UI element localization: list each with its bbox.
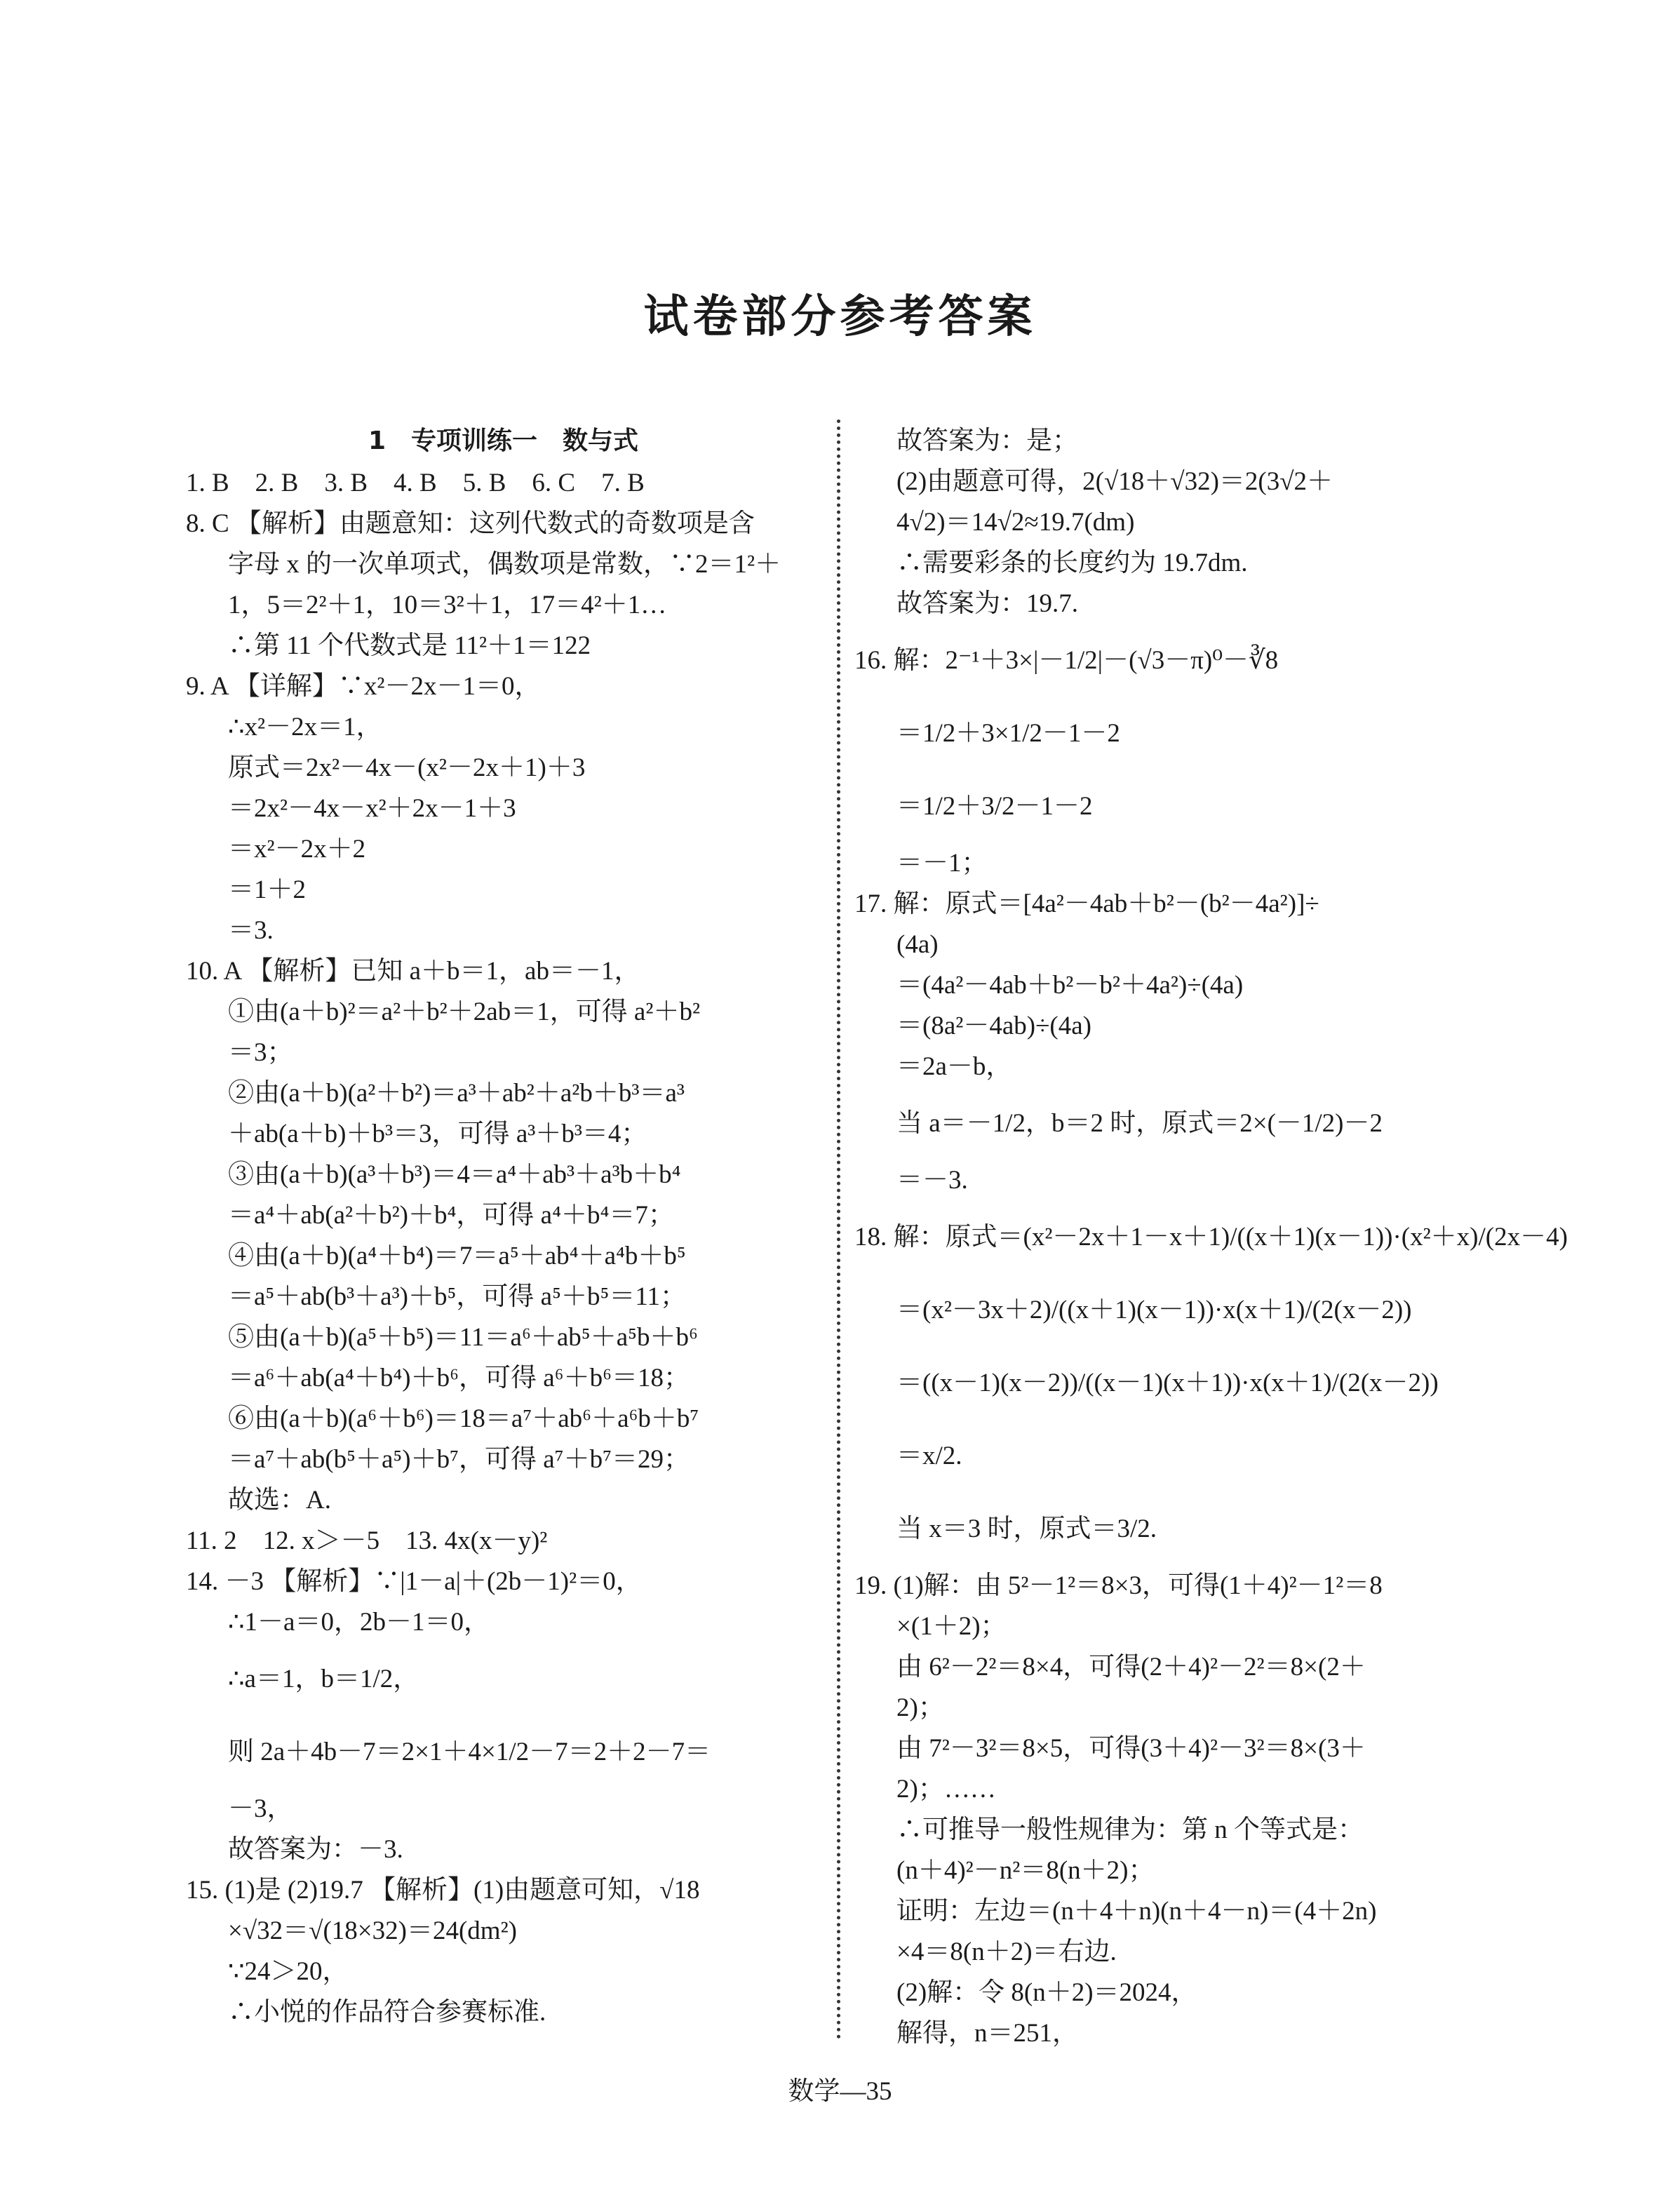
answer-line: 14. －3 【解析】∵|1－a|＋(2b－1)²＝0， [186, 1567, 642, 1596]
answer-line: ∴需要彩条的长度约为 19.7dm. [896, 549, 1248, 577]
answer-line: ＝a⁶＋ab(a⁴＋b⁴)＋b⁶，可得 a⁶＋b⁶＝18； [228, 1364, 690, 1392]
answer-line: (n＋4)²－n²＝8(n＋2)； [896, 1856, 1155, 1885]
answer-line: 故选：A. [228, 1486, 331, 1515]
answer-line: ＝3； [228, 1038, 293, 1067]
answer-line: 故答案为：－3. [228, 1835, 403, 1864]
answer-line: ②由(a＋b)(a²＋b²)＝a³＋ab²＋a²b＋b³＝a³ [228, 1079, 685, 1108]
answer-line: 2)； [896, 1693, 944, 1722]
answer-line: ＝1＋2 [228, 875, 306, 904]
answer-line: ④由(a＋b)(a⁴＋b⁴)＝7＝a⁵＋ab⁴＋a⁴b＋b⁵ [228, 1242, 686, 1270]
answer-line: 证明：左边＝(n＋4＋n)(n＋4－n)＝(4＋2n) [896, 1897, 1377, 1926]
answer-line: ＝2x²－4x－x²＋2x－1＋3 [228, 794, 516, 823]
answer-line: ＋ab(a＋b)＋b³＝3，可得 a³＋b³＝4； [228, 1120, 647, 1148]
page-number: 数学—35 [788, 2077, 892, 2106]
answer-line: ∴x²－2x＝1， [228, 713, 382, 741]
answer-line: ＝a⁴＋ab(a²＋b²)＋b⁴，可得 a⁴＋b⁴＝7； [228, 1201, 674, 1230]
answer-line: ∴第 11 个代数式是 11²＋1＝122 [228, 631, 591, 660]
answer-line: ③由(a＋b)(a³＋b³)＝4＝a⁴＋ab³＋a³b＋b⁴ [228, 1160, 681, 1189]
answer-line: ＝－3. [896, 1166, 968, 1195]
column-divider [837, 419, 840, 2040]
answer-line: (4a) [896, 930, 939, 959]
answer-line: 2)；…… [896, 1775, 996, 1804]
answer-line: 当 x＝3 时，原式＝3/2. [896, 1515, 1157, 1543]
answer-line: (2)解：令 8(n＋2)＝2024， [896, 1978, 1197, 2007]
answer-line: 18. 解：原式＝(x²－2x＋1－x＋1)/((x＋1)(x－1))·(x²＋x)/(2x－4) [854, 1223, 1568, 1251]
answer-line: 11. 2 12. x＞－5 13. 4x(x－y)² [186, 1526, 548, 1555]
answer-line: 15. (1)是 (2)19.7 【解析】(1)由题意可知，√18 [186, 1876, 700, 1905]
answer-line: 原式＝2x²－4x－(x²－2x＋1)＋3 [228, 753, 586, 782]
answer-line: 字母 x 的一次单项式，偶数项是常数，∵2＝1²＋ [228, 550, 781, 579]
answer-line: 故答案为：19.7. [896, 589, 1078, 618]
answer-line: ＝3. [228, 916, 274, 945]
left-answer-lines [186, 463, 821, 2033]
answer-line: ∴a＝1，b＝1/2， [228, 1665, 419, 1693]
answer-line: ＝1/2＋3/2－1－2 [896, 792, 1093, 821]
answer-line: 10. A 【解析】已知 a＋b＝1，ab＝－1， [186, 957, 640, 986]
answer-line: ＝x/2. [896, 1442, 962, 1470]
answer-line: ∴1－a＝0，2b－1＝0， [228, 1608, 490, 1637]
answer-line: 17. 解：原式＝[4a²－4ab＋b²－(b²－4a²)]÷ [854, 889, 1319, 918]
right-answer-lines [854, 421, 1568, 2054]
answer-line: ＝(8a²－4ab)÷(4a) [896, 1012, 1091, 1040]
answer-line: ＝a⁷＋ab(b⁵＋a⁵)＋b⁷，可得 a⁷＋b⁷＝29； [228, 1445, 690, 1474]
answer-line: 1，5＝2²＋1，10＝3²＋1，17＝4²＋1… [228, 591, 667, 619]
answer-line: ∴可推导一般性规律为：第 n 个等式是： [896, 1815, 1364, 1844]
page-title: 试卷部分参考答案 [643, 290, 1037, 343]
answer-line: ＝2a－b， [896, 1052, 1012, 1081]
answer-line: 当 a＝－1/2，b＝2 时，原式＝2×(－1/2)－2 [896, 1109, 1383, 1138]
answer-line: ×4＝8(n＋2)＝右边. [896, 1938, 1117, 1966]
answer-line: ＝a⁵＋ab(b³＋a³)＋b⁵，可得 a⁵＋b⁵＝11； [228, 1282, 686, 1311]
answer-line: ×(1＋2)； [896, 1612, 1007, 1641]
answer-line: 解得，n＝251， [896, 2019, 1078, 2048]
answer-line: 由 7²－3²＝8×5，可得(3＋4)²－3²＝8×(3＋ [896, 1734, 1366, 1763]
answer-line: －3， [228, 1794, 293, 1823]
answer-line: ⑥由(a＋b)(a⁶＋b⁶)＝18＝a⁷＋ab⁶＋a⁶b＋b⁷ [228, 1404, 699, 1433]
answer-line: 19. (1)解：由 5²－1²＝8×3，可得(1＋4)²－1²＝8 [854, 1571, 1383, 1600]
answer-line: 16. 解：2⁻¹＋3×|－1/2|－(√3－π)⁰－∛8 [854, 646, 1279, 675]
left-column [186, 421, 821, 2033]
answer-line: ＝((x－1)(x－2))/((x－1)(x＋1))·x(x＋1)/(2(x－2)) [896, 1369, 1439, 1397]
answer-line: ＝(4a²－4ab＋b²－b²＋4a²)÷(4a) [896, 971, 1244, 1000]
answer-line: 故答案为：是； [896, 427, 1078, 455]
answer-line: ⑤由(a＋b)(a⁵＋b⁵)＝11＝a⁶＋ab⁵＋a⁵b＋b⁶ [228, 1323, 698, 1352]
answer-line: ＝1/2＋3×1/2－1－2 [896, 719, 1120, 748]
answer-line: ＝(x²－3x＋2)/((x＋1)(x－1))·x(x＋1)/(2(x－2)) [896, 1296, 1412, 1324]
answer-line: 8. C 【解析】由题意知：这列代数式的奇数项是含 [186, 509, 755, 538]
section-title: 1 专项训练一 数与式 [368, 427, 639, 455]
answer-line: ∵24＞20， [228, 1957, 349, 1986]
answer-line: 由 6²－2²＝8×4，可得(2＋4)²－2²＝8×(2＋ [896, 1653, 1366, 1681]
answer-line: (2)由题意可得，2(√18＋√32)＝2(3√2＋ [896, 467, 1333, 496]
answer-line: 则 2a＋4b－7＝2×1＋4×1/2－7＝2＋2－7＝ [228, 1738, 711, 1766]
answer-line: 4√2)＝14√2≈19.7(dm) [896, 508, 1135, 537]
answer-line: ①由(a＋b)²＝a²＋b²＋2ab＝1，可得 a²＋b² [228, 998, 701, 1026]
answer-line: ∴小悦的作品符合参赛标准. [228, 1998, 546, 2027]
answer-line: ＝x²－2x＋2 [228, 835, 366, 864]
answer-line: 1. B 2. B 3. B 4. B 5. B 6. C 7. B [186, 469, 645, 497]
answer-line: ＝－1； [896, 849, 988, 878]
right-column [854, 421, 1568, 2054]
answer-line: ×√32＝√(18×32)＝24(dm²) [228, 1916, 518, 1945]
answer-line: 9. A 【详解】∵x²－2x－1＝0， [186, 672, 541, 701]
